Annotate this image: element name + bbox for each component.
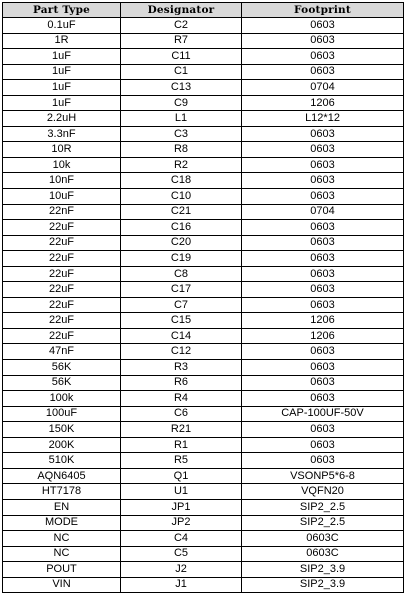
cell-designator: C20	[121, 235, 242, 251]
cell-part-type: MODE	[3, 515, 121, 531]
cell-part-type: 1uF	[3, 49, 121, 65]
cell-designator: C15	[121, 313, 242, 329]
cell-part-type: AQN6405	[3, 468, 121, 484]
cell-designator: C2	[121, 18, 242, 34]
cell-footprint: 0603	[242, 344, 404, 360]
cell-footprint: 1206	[242, 313, 404, 329]
table-row	[3, 49, 404, 65]
cell-part-type: 22uF	[3, 313, 121, 329]
table-row	[3, 95, 404, 111]
table-row	[3, 189, 404, 205]
table-row	[3, 577, 404, 593]
cell-footprint: 0603C	[242, 531, 404, 547]
table-row	[3, 313, 404, 329]
cell-designator: C18	[121, 173, 242, 189]
cell-part-type: NC	[3, 531, 121, 547]
table-row	[3, 515, 404, 531]
cell-designator: R21	[121, 422, 242, 438]
cell-footprint: VQFN20	[242, 484, 404, 500]
cell-designator: C17	[121, 282, 242, 298]
cell-footprint: 0603	[242, 235, 404, 251]
cell-designator: R3	[121, 360, 242, 376]
table-row	[3, 437, 404, 453]
cell-footprint: VSONP5*6-8	[242, 468, 404, 484]
cell-footprint: 1206	[242, 328, 404, 344]
cell-part-type: VIN	[3, 577, 121, 593]
table-row	[3, 546, 404, 562]
cell-footprint: SIP2_2.5	[242, 515, 404, 531]
cell-part-type: 22uF	[3, 235, 121, 251]
header-part-type: Part Type	[3, 3, 121, 18]
table-row	[3, 80, 404, 96]
table-row	[3, 157, 404, 173]
cell-designator: J2	[121, 562, 242, 578]
table-row	[3, 282, 404, 298]
cell-footprint: 0603	[242, 266, 404, 282]
cell-designator: C3	[121, 126, 242, 142]
cell-designator: JP2	[121, 515, 242, 531]
cell-designator: R8	[121, 142, 242, 158]
header-row	[3, 3, 404, 18]
cell-designator: J1	[121, 577, 242, 593]
cell-designator: R2	[121, 157, 242, 173]
cell-designator: R1	[121, 437, 242, 453]
cell-footprint: 0603	[242, 189, 404, 205]
cell-part-type: 10R	[3, 142, 121, 158]
cell-designator: R5	[121, 453, 242, 469]
cell-footprint: SIP2_3.9	[242, 562, 404, 578]
cell-designator: C16	[121, 220, 242, 236]
table-row	[3, 344, 404, 360]
cell-part-type: 510K	[3, 453, 121, 469]
cell-footprint: 0603	[242, 391, 404, 407]
header-footprint: Footprint	[242, 3, 404, 18]
cell-part-type: 200K	[3, 437, 121, 453]
cell-footprint: 0603	[242, 282, 404, 298]
cell-part-type: HT7178	[3, 484, 121, 500]
table-row	[3, 360, 404, 376]
cell-footprint: 0603	[242, 360, 404, 376]
cell-footprint: CAP-100UF-50V	[242, 406, 404, 422]
table-row	[3, 204, 404, 220]
cell-part-type: 1R	[3, 33, 121, 49]
cell-part-type: 150K	[3, 422, 121, 438]
cell-footprint: 0603	[242, 453, 404, 469]
table-row	[3, 453, 404, 469]
cell-designator: C1	[121, 64, 242, 80]
cell-part-type: NC	[3, 546, 121, 562]
cell-footprint: 0603	[242, 18, 404, 34]
table-row	[3, 375, 404, 391]
cell-designator: U1	[121, 484, 242, 500]
cell-footprint: SIP2_2.5	[242, 499, 404, 515]
cell-part-type: 10nF	[3, 173, 121, 189]
table-row	[3, 328, 404, 344]
cell-part-type: 56K	[3, 375, 121, 391]
cell-designator: JP1	[121, 499, 242, 515]
cell-part-type: 22uF	[3, 328, 121, 344]
cell-designator: C21	[121, 204, 242, 220]
table-row	[3, 251, 404, 267]
cell-footprint: 0603	[242, 437, 404, 453]
cell-footprint: 0603	[242, 173, 404, 189]
cell-part-type: 22nF	[3, 204, 121, 220]
cell-footprint: 0603	[242, 251, 404, 267]
cell-part-type: 1uF	[3, 95, 121, 111]
cell-part-type: 22uF	[3, 266, 121, 282]
cell-part-type: 22uF	[3, 282, 121, 298]
cell-designator: C14	[121, 328, 242, 344]
table-row	[3, 484, 404, 500]
table-row	[3, 142, 404, 158]
cell-designator: R6	[121, 375, 242, 391]
table-row	[3, 391, 404, 407]
cell-part-type: POUT	[3, 562, 121, 578]
cell-footprint: 1206	[242, 95, 404, 111]
cell-footprint: 0603	[242, 64, 404, 80]
cell-part-type: EN	[3, 499, 121, 515]
cell-footprint: 0603	[242, 142, 404, 158]
table-row	[3, 468, 404, 484]
table-row	[3, 18, 404, 34]
cell-part-type: 10k	[3, 157, 121, 173]
cell-part-type: 100k	[3, 391, 121, 407]
cell-footprint: 0704	[242, 80, 404, 96]
cell-designator: C10	[121, 189, 242, 205]
cell-part-type: 2.2uH	[3, 111, 121, 127]
cell-footprint: 0603	[242, 297, 404, 313]
cell-part-type: 47nF	[3, 344, 121, 360]
cell-footprint: SIP2_3.9	[242, 577, 404, 593]
cell-designator: C4	[121, 531, 242, 547]
cell-footprint: 0603	[242, 126, 404, 142]
table-body	[3, 18, 404, 593]
cell-footprint: 0603C	[242, 546, 404, 562]
table-header	[3, 3, 404, 18]
cell-footprint: 0603	[242, 422, 404, 438]
table-row	[3, 422, 404, 438]
cell-designator: C7	[121, 297, 242, 313]
cell-footprint: 0704	[242, 204, 404, 220]
cell-part-type: 22uF	[3, 297, 121, 313]
cell-part-type: 3.3nF	[3, 126, 121, 142]
cell-footprint: 0603	[242, 220, 404, 236]
table-row	[3, 499, 404, 515]
table-row	[3, 235, 404, 251]
table-row	[3, 173, 404, 189]
cell-part-type: 56K	[3, 360, 121, 376]
table-row	[3, 531, 404, 547]
cell-footprint: 0603	[242, 157, 404, 173]
cell-part-type: 22uF	[3, 251, 121, 267]
header-designator: Designator	[121, 3, 242, 18]
cell-designator: C5	[121, 546, 242, 562]
cell-part-type: 0.1uF	[3, 18, 121, 34]
table-row	[3, 266, 404, 282]
bom-table	[2, 2, 404, 593]
table-row	[3, 111, 404, 127]
cell-designator: R4	[121, 391, 242, 407]
table-row	[3, 297, 404, 313]
table-row	[3, 126, 404, 142]
table-row	[3, 33, 404, 49]
cell-designator: Q1	[121, 468, 242, 484]
cell-footprint: 0603	[242, 49, 404, 65]
cell-designator: L1	[121, 111, 242, 127]
table-row	[3, 562, 404, 578]
cell-part-type: 1uF	[3, 80, 121, 96]
cell-part-type: 1uF	[3, 64, 121, 80]
cell-designator: C19	[121, 251, 242, 267]
table-row	[3, 64, 404, 80]
cell-footprint: 0603	[242, 33, 404, 49]
cell-designator: C13	[121, 80, 242, 96]
table-row	[3, 406, 404, 422]
cell-footprint: 0603	[242, 375, 404, 391]
cell-designator: C11	[121, 49, 242, 65]
cell-designator: R7	[121, 33, 242, 49]
cell-footprint: L12*12	[242, 111, 404, 127]
cell-designator: C9	[121, 95, 242, 111]
cell-part-type: 22uF	[3, 220, 121, 236]
cell-part-type: 100uF	[3, 406, 121, 422]
table-row	[3, 220, 404, 236]
cell-part-type: 10uF	[3, 189, 121, 205]
cell-designator: C12	[121, 344, 242, 360]
cell-designator: C8	[121, 266, 242, 282]
cell-designator: C6	[121, 406, 242, 422]
